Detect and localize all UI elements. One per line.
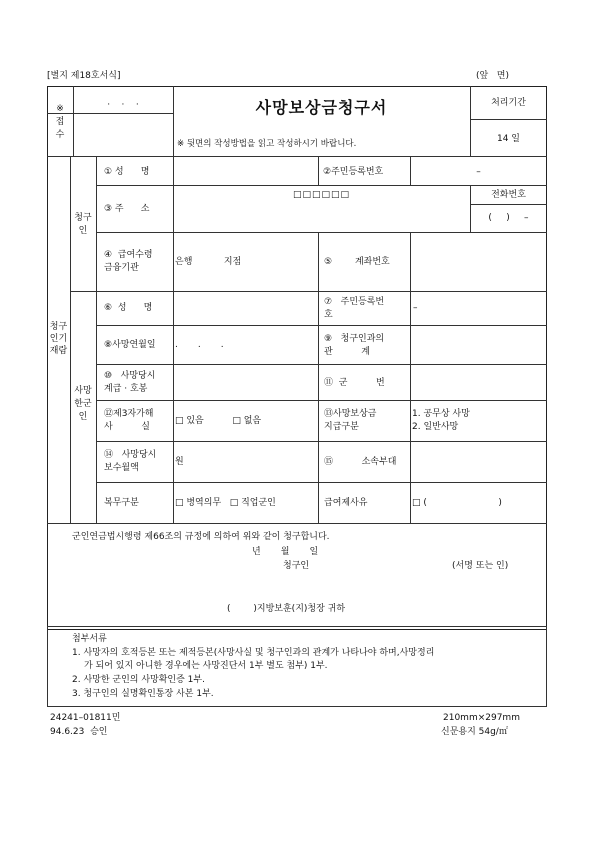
restriction-label: 급여제사유 <box>324 498 368 508</box>
third-party-options[interactable]: □ 있음 □ 없음 <box>175 416 262 426</box>
service-number-label: ⑪ 군 번 <box>324 378 385 388</box>
attachment-item-3: 3. 청구인의 실명확인통장 사본 1부. <box>72 689 214 699</box>
form-title: 사망보상금청구서 <box>255 98 388 117</box>
outer-group-line3: 재람 <box>49 346 68 356</box>
deceased-group-line3: 인 <box>78 412 88 422</box>
deceased-group-line2: 한군 <box>74 399 92 409</box>
processing-period: 14 일 <box>496 134 520 144</box>
account-label: ⑤ 계좌번호 <box>324 257 390 267</box>
category-option-1[interactable]: 1. 공무상 사망 <box>412 409 470 419</box>
claimant-sign-label: 청구인 <box>283 561 310 571</box>
claimant-name-label: ① 성 명 <box>104 167 150 177</box>
reception-label-1: 접 <box>55 117 65 127</box>
sign-or-seal: (서명 또는 인) <box>452 561 509 571</box>
form-code: 24241–01811민 <box>50 713 121 723</box>
declaration-date: 년 월 일 <box>252 547 319 557</box>
unit-label: ⑮ 소속부대 <box>324 457 397 467</box>
phone-value: ( ) – <box>488 213 529 223</box>
attachment-item-1b: 가 되어 있지 아니한 경우에는 사망진단서 1부 별도 첨부) 1부. <box>84 661 328 671</box>
relation-label-1: ⑨ 청구인과의 <box>324 334 385 344</box>
deceased-name-label: ⑥ 성 명 <box>104 303 153 313</box>
salary-label-1: ⑭ 사망당시 <box>104 450 157 460</box>
attachment-item-1a: 1. 사망자의 호적등본 또는 제적등본(사망사실 및 청구인과의 관계가 나타나야 하며,사망정리 <box>72 648 435 658</box>
payment-category-label-2: 지급구분 <box>324 422 359 432</box>
page-side: (앞 면) <box>476 71 509 81</box>
third-party-label-2: 사 실 <box>104 422 150 432</box>
approval-date: 94.6.23 승인 <box>50 727 108 737</box>
reception-mark: ※ <box>56 104 64 114</box>
duty-options[interactable]: □ 병역의무 □ 직업군인 <box>175 498 276 508</box>
claimant-rrn-value: – <box>476 167 481 177</box>
attachment-item-2: 2. 사망한 군인의 사망확인증 1부. <box>72 675 205 685</box>
bank-value: 은행 지점 <box>175 257 242 267</box>
attachments-title: 첨부서류 <box>72 634 107 644</box>
duty-label: 복무구분 <box>104 498 139 508</box>
relation-label-2: 관 계 <box>324 347 370 357</box>
bank-label-2: 금융기관 <box>104 263 139 273</box>
claimant-address-label: ③ 주 소 <box>104 204 150 214</box>
death-date-label: ⑧사망연월일 <box>104 340 156 350</box>
reception-date: · · · <box>107 100 139 110</box>
postal-code-boxes: □□□□□□ <box>292 190 351 200</box>
bank-label-1: ④ 급여수령 <box>104 250 153 260</box>
phone-label: 전화번호 <box>491 190 526 200</box>
claimant-group-line1: 청구 <box>74 213 92 223</box>
payment-category-label-1: ⑬사망보상금 <box>324 409 377 419</box>
salary-label-2: 보수월액 <box>104 463 139 473</box>
reception-label-2: 수 <box>55 130 65 140</box>
paper-type: 신문용지 54g/㎡ <box>441 727 508 737</box>
rank-label-2: 계급 · 호봉 <box>104 384 148 394</box>
instruction-note: ※ 뒷면의 작성방법을 읽고 작성하시기 바랍니다. <box>177 139 357 149</box>
deceased-rrn-label-1: ⑦ 주민등록번 <box>324 297 385 307</box>
claimant-rrn-label: ②주민등록번호 <box>323 167 384 177</box>
category-option-2[interactable]: 2. 일반사망 <box>412 422 459 432</box>
death-date-value: . . . <box>175 340 224 350</box>
processing-label: 처리기간 <box>491 98 526 108</box>
deceased-group-line1: 사망 <box>74 386 92 396</box>
declaration-text: 군인연금법시행령 제66조의 규정에 의하여 위와 같이 청구합니다. <box>72 532 330 542</box>
form-number: [별지 제18호서식] <box>47 71 121 81</box>
third-party-label-1: ⑫제3자가해 <box>104 409 154 419</box>
outer-group-line2: 인기 <box>49 334 68 344</box>
deceased-rrn-label-2: 호 <box>324 310 333 320</box>
salary-unit: 원 <box>175 457 184 467</box>
claimant-group-line2: 인 <box>78 226 88 236</box>
deceased-rrn-value: – <box>413 303 418 313</box>
addressee: ( )지방보훈(지)청장 귀하 <box>227 604 346 614</box>
paper-size: 210mm×297mm <box>443 713 520 723</box>
outer-group-line1: 청구 <box>49 322 68 332</box>
rank-label-1: ⑩ 사망당시 <box>104 371 156 381</box>
restriction-value[interactable]: □ ( ) <box>412 498 502 508</box>
